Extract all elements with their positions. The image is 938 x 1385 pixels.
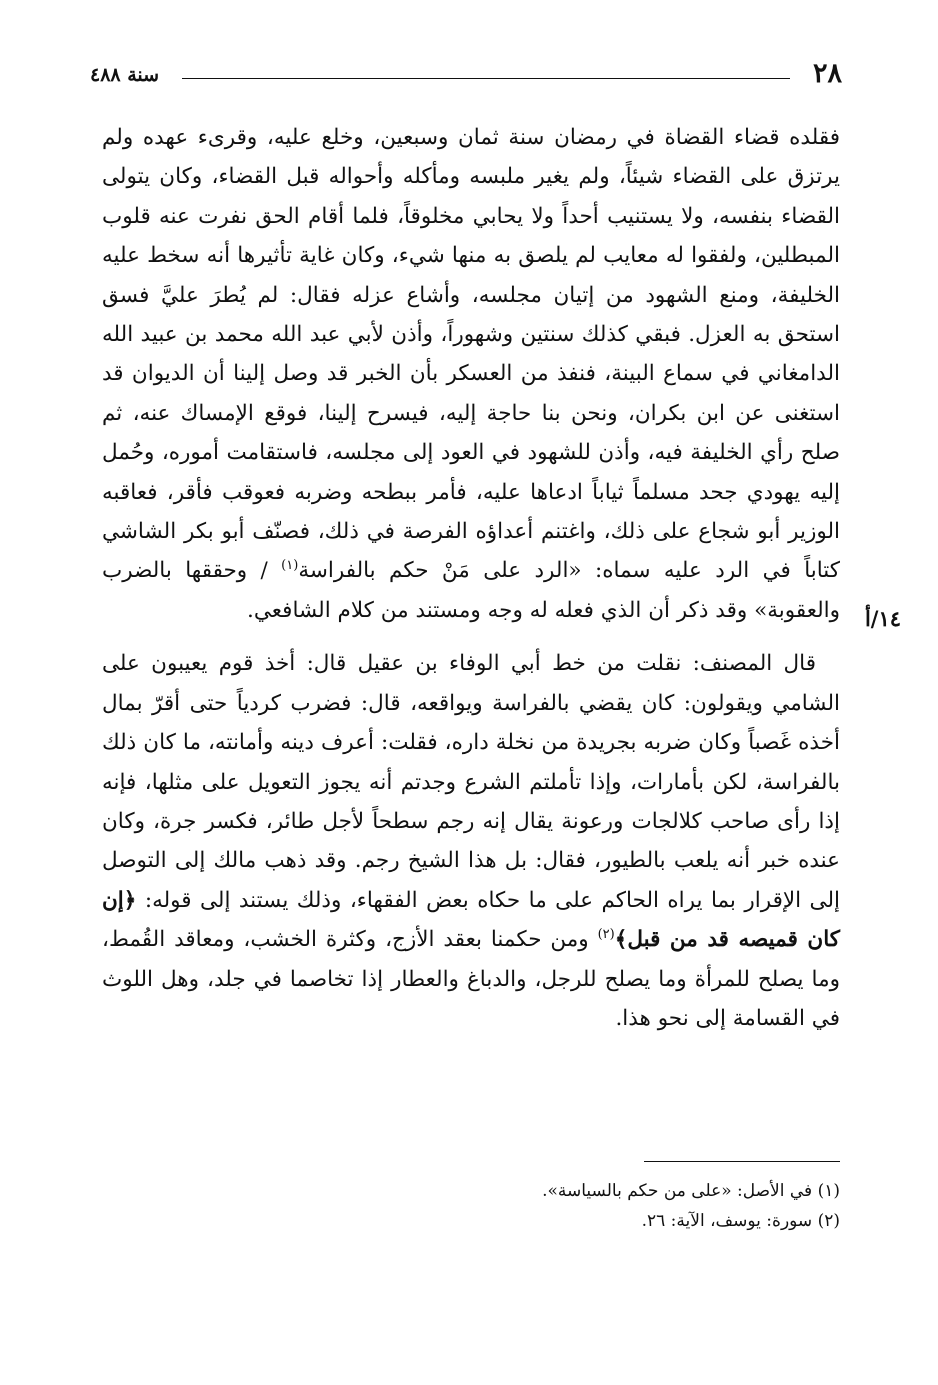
- text-run: / وحققها بالضرب والعقوبة» وقد ذكر أن الذي فعله له وجه ومستند من كلام الشافعي.: [102, 558, 840, 623]
- paragraph-1: [102, 118, 840, 630]
- page-header: [90, 56, 842, 92]
- text-run: قال المصنف: نقلت من خط أبي الوفاء بن عقيل قال: أخذ قوم يعيبون على الشامي ويقولون: كان يقضي بالفراسة ويواقعه، قال: فضرب كردياً حتى أقرّ بمال أخذه غَصباً وكان ضربه بجريدة من نخلة داره، فقلت: أعرف دينه وأمانته، ما كان ذلك بالفراسة، لكن بأمارات، وإذا تأملتم الشرع وجدتم أنه يجوز التعويل على مثلها، فإنه إذا رأى صاحب كلالجات ورعونة يقال إنه رجم سطحاً لأجل طائر، فكسر جرة، وكان عنده خبر أنه يلعب بالطيور، فقال: بل هذا الشيخ رجم. وقد ذهب مالك إلى التوصل إلى الإقرار بما يراه الحاكم على ما حكاه بعض الفقهاء، وذلك يستند إلى قوله:: [102, 651, 840, 913]
- paragraph-2: [102, 644, 840, 1038]
- manuscript-folio-marker: ١٤/أ: [864, 606, 902, 631]
- footnote-1: (١) في الأصل: «على من حكم بالسياسة».: [542, 1181, 840, 1201]
- footnote-rule: [644, 1161, 840, 1162]
- text-run: ومن حكمنا بعقد الأزج، وكثرة الخشب، ومعاقد القُمط، وما يصلح للمرأة وما يصلح للرجل، والدباغ والعطار إذا تخاصما في جلد، وهل اللوث في القسامة إلى نحو هذا.: [102, 927, 840, 1031]
- footnotes: [102, 1176, 840, 1236]
- paragraph-gap: [102, 630, 840, 644]
- main-text: [102, 118, 840, 1038]
- page-number: ٢٨: [812, 58, 842, 89]
- footnote-ref-2: (٢): [597, 926, 615, 942]
- text-run: فقلده قضاء القضاة في رمضان سنة ثمان وسبعين، وخلع عليه، وقرىء عهده ولم يرتزق على القضاء شيئاً، ولم يغير ملبسه ومأكله وأحواله قبل القضاء، وكان يتولى القضاء بنفسه، ولا يستنيب أحداً ولا يحابي مخلوقاً، فلما أقام الحق نفرت عنه قلوب المبطلين، ولفقوا له معايب لم يلصق به منها شيء، وكان غاية تأثيرها أنه سخط عليه الخليفة، ومنع الشهود من إتيان مجلسه، وأشاع عزله فقال: لم يُطرَ عليَّ فسق استحق به العزل. فبقي كذلك سنتين وشهوراً، وأذن لأبي عبد الله محمد بن عبيد الله الدامغاني في سماع البينة، فنفذ من العسكر بأن الخبر قد وصل إلينا أن الديوان قد استغنى عن ابن بكران، ونحن بنا حاجة إليه، فيسرح إلينا، فوقع الإمساك عنه، ثم صلح رأي الخليفة فيه، وأذن للشهود في العود إلى مجلسه، فاستقامت أموره، وحُمل إليه يهودي جحد مسلماً ثياباً ادعاها عليه، فأمر ببطحه وضربه فعوقب فأقر، فعاقبه الوزير أبو شجاع على ذلك، واغتنم أعداؤه الفرصة في ذلك، فصنّف أبو بكر الشاشي كتاباً في الرد عليه سماه: «الرد على مَنْ حكم بالفراسة: [102, 125, 841, 584]
- header-rule: [182, 78, 790, 79]
- quran-quote: ﴿إن كان قميصه قد من قبل﴾: [102, 887, 840, 953]
- footnote-2: (٢) سورة: يوسف، الآية: ٢٦.: [641, 1211, 840, 1231]
- footnote-ref-1: (١): [281, 558, 299, 574]
- running-head: سنة ٤٨٨: [90, 64, 160, 86]
